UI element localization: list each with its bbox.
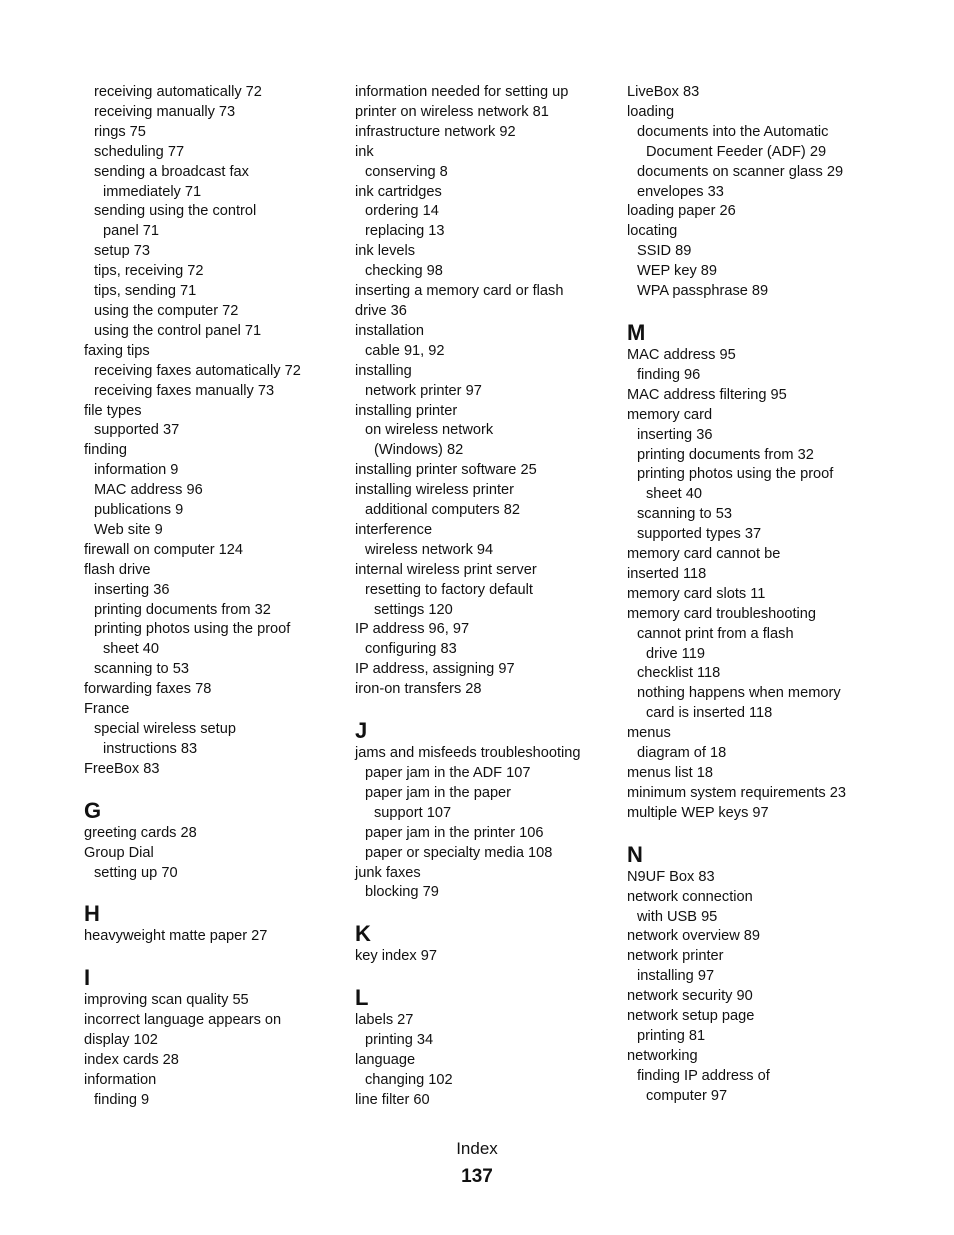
index-subentry: Document Feeder (ADF) 29 <box>646 143 827 160</box>
index-entry: faxing tips <box>84 342 150 359</box>
index-letter-heading: K <box>355 921 371 947</box>
index-entry: network overview 89 <box>627 928 761 945</box>
index-letter-heading: L <box>355 985 369 1011</box>
index-subentry: WPA passphrase 89 <box>637 283 769 300</box>
index-entry: language <box>355 1052 416 1069</box>
index-subentry: receiving faxes automatically 72 <box>94 362 301 379</box>
index-entry: forwarding faxes 78 <box>84 681 212 698</box>
index-entry: network printer <box>627 948 724 965</box>
index-subentry: printing photos using the proof <box>94 621 291 638</box>
index-subentry: conserving 8 <box>365 163 448 180</box>
index-entry: Group Dial <box>84 844 154 861</box>
index-column-2 <box>355 83 605 1111</box>
index-entry: loading paper 26 <box>627 203 736 220</box>
index-entry: installing printer <box>355 402 458 419</box>
index-subentry: (Windows) 82 <box>374 442 464 459</box>
index-entry: memory card cannot be <box>627 546 781 563</box>
index-entry: iron-on transfers 28 <box>355 681 482 698</box>
index-entry: firewall on computer 124 <box>84 541 243 558</box>
index-subentry: finding 9 <box>94 1091 150 1108</box>
index-entry: improving scan quality 55 <box>84 992 249 1009</box>
index-entry: MAC address filtering 95 <box>627 386 787 403</box>
index-entry: inserted 118 <box>627 565 707 582</box>
index-entry: menus list 18 <box>627 765 713 781</box>
index-entry: line filter 60 <box>355 1091 430 1108</box>
index-subentry: receiving manually 73 <box>94 103 236 120</box>
index-subentry: information 9 <box>94 462 179 479</box>
index-subentry: printing documents from 32 <box>637 446 814 463</box>
index-entry: finding <box>84 442 128 459</box>
index-subentry: documents on scanner glass 29 <box>637 163 844 180</box>
index-subentry: MAC address 96 <box>94 482 203 499</box>
index-subentry: panel 71 <box>103 223 159 240</box>
index-subentry: blocking 79 <box>365 884 439 901</box>
index-subentry: rings 75 <box>94 123 146 140</box>
index-subentry: replacing 13 <box>365 223 445 240</box>
index-entry: installing printer software 25 <box>355 462 537 479</box>
index-subentry: settings 120 <box>374 601 453 618</box>
index-entry: inserting a memory card or flash <box>355 283 564 300</box>
index-subentry: diagram of 18 <box>637 745 727 762</box>
index-entry: locating <box>627 223 678 240</box>
footer-section-label: Index <box>456 1139 498 1158</box>
index-subentry: using the control panel 71 <box>94 322 262 339</box>
index-subentry: receiving faxes manually 73 <box>94 382 275 399</box>
index-entry: network setup page <box>627 1008 755 1025</box>
index-entry: incorrect language appears on <box>84 1012 282 1029</box>
index-subentry: wireless network 94 <box>365 541 494 558</box>
index-subentry: envelopes 33 <box>637 183 724 200</box>
index-letter-heading: G <box>84 797 102 823</box>
index-subentry: inserting 36 <box>94 581 170 598</box>
index-entry: jams and misfeeds troubleshooting <box>355 745 581 762</box>
index-letter-heading: J <box>355 718 368 744</box>
index-subentry: tips, sending 71 <box>94 283 197 300</box>
index-subentry: paper jam in the paper <box>365 784 512 801</box>
index-subentry: nothing happens when memory <box>637 685 841 702</box>
index-subentry: finding IP address of <box>637 1067 770 1084</box>
index-letter-heading: M <box>627 319 646 345</box>
index-subentry: tips, receiving 72 <box>94 263 204 280</box>
index-column-1 <box>84 83 346 1111</box>
index-subentry: paper or specialty media 108 <box>365 844 553 861</box>
index-subentry: instructions 83 <box>103 740 198 757</box>
index-subentry: using the computer 72 <box>94 302 239 319</box>
index-subentry: drive 119 <box>646 645 705 662</box>
index-entry: ink cartridges <box>355 183 442 200</box>
index-subentry: setting up 70 <box>94 864 178 881</box>
index-entry: display 102 <box>84 1032 158 1049</box>
index-entry: information <box>84 1071 157 1088</box>
index-subentry: cannot print from a flash <box>637 625 794 642</box>
index-subentry: sheet 40 <box>103 641 159 658</box>
index-subentry: special wireless setup <box>94 721 236 737</box>
index-entry: index cards 28 <box>84 1052 179 1069</box>
index-entry: LiveBox 83 <box>627 84 700 100</box>
index-letter-heading: N <box>627 841 643 867</box>
index-subentry: additional computers 82 <box>365 502 520 519</box>
index-subentry: sending a broadcast fax <box>94 163 249 180</box>
index-entry: IP address, assigning 97 <box>355 661 515 678</box>
index-subentry: support 107 <box>374 804 452 821</box>
footer-page-number: 137 <box>461 1166 493 1187</box>
index-subentry: inserting 36 <box>637 426 713 443</box>
index-subentry: setup 73 <box>94 243 150 260</box>
index-subentry: ordering 14 <box>365 203 439 220</box>
index-subentry: sheet 40 <box>646 486 702 503</box>
index-subentry: WEP key 89 <box>637 263 718 280</box>
index-subentry: network printer 97 <box>365 382 482 399</box>
index-subentry: paper jam in the printer 106 <box>365 824 544 841</box>
index-subentry: configuring 83 <box>365 641 457 658</box>
index-entry: FreeBox 83 <box>84 760 160 777</box>
index-entry: ink levels <box>355 243 416 260</box>
index-entry: memory card troubleshooting <box>627 605 816 622</box>
index-subentry: scheduling 77 <box>94 143 185 160</box>
index-subentry: supported 37 <box>94 422 180 439</box>
index-subentry: cable 91, 92 <box>365 342 445 359</box>
index-entry: key index 97 <box>355 948 437 965</box>
index-entry: interference <box>355 521 433 538</box>
index-subentry: on wireless network <box>365 422 494 439</box>
index-entry: labels 27 <box>355 1012 414 1029</box>
index-subentry: changing 102 <box>365 1071 453 1088</box>
index-subentry: with USB 95 <box>637 908 718 925</box>
index-entry: multiple WEP keys 97 <box>627 804 769 821</box>
index-entry: memory card slots 11 <box>627 585 766 602</box>
index-entry: installing wireless printer <box>355 482 514 499</box>
index-entry: junk faxes <box>355 864 421 881</box>
index-subentry: immediately 71 <box>103 183 202 200</box>
index-subentry: supported types 37 <box>637 526 762 543</box>
index-subentry: printing 81 <box>637 1027 706 1044</box>
index-subentry: scanning to 53 <box>94 661 189 678</box>
index-subentry: documents into the Automatic <box>637 123 829 140</box>
index-subentry: receiving automatically 72 <box>94 84 262 100</box>
index-entry: heavyweight matte paper 27 <box>84 928 268 945</box>
index-entry: printer on wireless network 81 <box>355 103 549 120</box>
index-entry: ink <box>355 143 374 160</box>
index-entry: greeting cards 28 <box>84 824 197 841</box>
index-letter-heading: I <box>84 965 91 991</box>
index-entry: minimum system requirements 23 <box>627 784 846 801</box>
index-entry: memory card <box>627 406 713 423</box>
index-subentry: printing 34 <box>365 1032 434 1049</box>
index-subentry: SSID 89 <box>637 243 692 260</box>
index-subentry: checklist 118 <box>637 665 721 682</box>
index-entry: N9UF Box 83 <box>627 868 715 885</box>
index-subentry: card is inserted 118 <box>646 705 773 722</box>
index-subentry: resetting to factory default <box>365 581 533 598</box>
index-letter-heading: H <box>84 901 100 927</box>
index-entry: menus <box>627 725 671 742</box>
index-entry: installing <box>355 362 412 379</box>
index-subentry: printing documents from 32 <box>94 601 271 618</box>
index-subentry: scanning to 53 <box>637 506 732 523</box>
index-entry: network connection <box>627 888 753 905</box>
index-entry: IP address 96, 97 <box>355 621 470 638</box>
index-subentry: checking 98 <box>365 263 443 280</box>
index-entry: internal wireless print server <box>355 561 537 578</box>
index-subentry: publications 9 <box>94 502 184 519</box>
index-entry: drive 36 <box>355 302 407 319</box>
index-subentry: finding 96 <box>637 366 701 383</box>
index-subentry: paper jam in the ADF 107 <box>365 765 531 781</box>
index-column-3 <box>627 83 889 1107</box>
index-subentry: computer 97 <box>646 1087 728 1104</box>
index-entry: flash drive <box>84 561 151 578</box>
index-entry: MAC address 95 <box>627 346 736 363</box>
index-subentry: installing 97 <box>637 968 715 985</box>
index-entry: information needed for setting up <box>355 84 569 100</box>
index-entry: infrastructure network 92 <box>355 123 516 140</box>
index-entry: networking <box>627 1047 698 1064</box>
index-entry: installation <box>355 322 424 339</box>
index-entry: France <box>84 701 130 718</box>
index-entry: file types <box>84 402 142 419</box>
index-entry: network security 90 <box>627 988 753 1005</box>
index-subentry: sending using the control <box>94 203 257 220</box>
index-subentry: printing photos using the proof <box>637 466 834 483</box>
index-subentry: Web site 9 <box>94 521 163 538</box>
index-entry: loading <box>627 103 675 120</box>
